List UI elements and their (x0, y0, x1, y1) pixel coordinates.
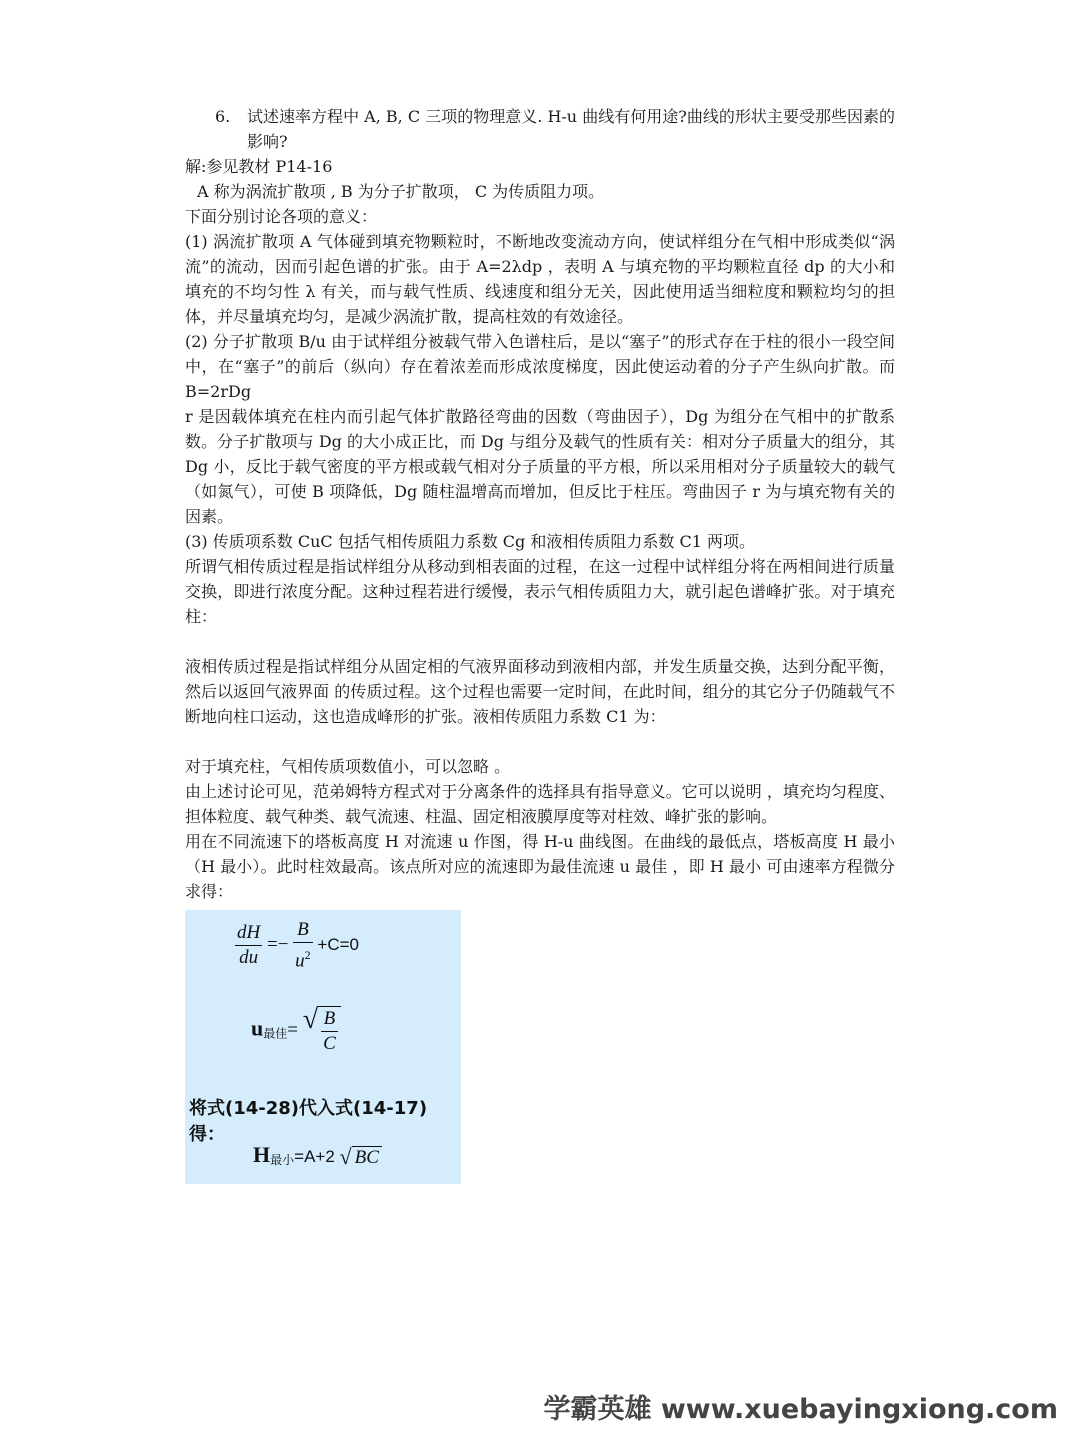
spacer (185, 729, 895, 754)
minimum-plate-height-equation: H最小=A+2 √ BC (253, 1142, 382, 1169)
van-deemter-conclusion: 由上述讨论可见，范弟姆特方程式对于分离条件的选择具有指导意义。它可以说明 ，填充均匀程度、担体粒度、载气种类、载气流速、柱温、固定相液膜厚度等对柱效、峰扩张的影响。 (185, 782, 895, 826)
mass-transfer-paragraph: (3) 传质项系数 CuC 包括气相传质阻力系数 Cg 和液相传质阻力系数 C1 两项。 (185, 532, 755, 551)
molecular-diffusion-paragraph: (2) 分子扩散项 B/u 由于试样组分被载气带入色谱柱后，是以“塞子”的形式存在于柱的很小一段空间中，在“塞子”的前后（纵向）存在着浓差而形成浓度梯度，因此使运动着的分子产生纵向扩散。而 B=2rDg (185, 332, 895, 401)
site-watermark: 学霸英雄 www.xuebayingxiong.com (543, 1394, 1058, 1425)
eddy-diffusion-paragraph: (1) 涡流扩散项 A 气体碰到填充物颗粒时，不断地改变流动方向，使试样组分在气相中形成类似“涡流”的流动，因而引起色谱的扩张。由于 A=2λdp ，表明 A 与填充物的平均颗粒直径 dp 的大小和填充的不均匀性 λ 有关，而与载气性质、线速度和组分无关，因此使用适当细粒度和颗粒均匀的担体，并尽量填充均匀，是减少涡流扩散，提高柱效的有效途径。 (185, 232, 895, 326)
optimal-velocity-equation: u最佳= √ $\frac{B}{C}$ (251, 1006, 341, 1056)
question-item (215, 104, 895, 154)
discussion-intro: 下面分别讨论各项的意义： (185, 207, 378, 226)
answer-reference: 解:参见教材 P14-16 (185, 157, 333, 176)
tortuosity-paragraph: r 是因载体填充在柱内而引起气体扩散路径弯曲的因数（弯曲因子），Dg 为组分在气相中的扩散系数。分子扩散项与 Dg 的大小成正比，而 Dg 与组分及载气的性质有关：相对分子质量大的组分，其 Dg 小，反比于载气密度的平方根或载气相对分子质量的平方根，所以采用相对分子质量较大的载气（如氮气），可使 B 项降低，Dg 随柱温增高而增加，但反比于柱压。弯曲因子 r 为与填充物有关的因素。 (185, 407, 895, 526)
question-text: 试述速率方程中 A, B, C 三项的物理意义. H-u 曲线有何用途?曲线的形状主要受那些因素的影响? (247, 107, 895, 151)
liquid-phase-transfer-paragraph: 液相传质过程是指试样组分从固定相的气液界面移动到液相内部，并发生质量交换，达到分配平衡，然后以返回气液界面 的传质过程。这个过程也需要一定时间，在此时间，组分的其它分子仍随载气不断地向柱口运动，这也造成峰形的扩张。液相传质阻力系数 C1 为： (185, 657, 895, 726)
terms-definition: A 称为涡流扩散项 , B 为分子扩散项， C 为传质阻力项。 (197, 182, 605, 201)
formula-image (185, 910, 461, 1184)
spacer (185, 629, 895, 654)
document-page (185, 104, 895, 1184)
h-u-curve-paragraph: 用在不同流速下的塔板高度 H 对流速 u 作图，得 H-u 曲线图。在曲线的最低点，塔板高度 H 最小（H 最小）。此时柱效最高。该点所对应的流速即为最佳流速 u 最佳 ，即 H 最小 可由速率方程微分求得： (185, 832, 895, 901)
packed-column-note: 对于填充柱，气相传质项数值小，可以忽略 。 (185, 757, 511, 776)
gas-phase-transfer-paragraph: 所谓气相传质过程是指试样组分从移动到相表面的过程，在这一过程中试样组分将在两相间进行质量交换，即进行浓度分配。这种过程若进行缓慢，表示气相传质阻力大，就引起色谱峰扩张。对于填充柱： (185, 557, 895, 626)
question-number: 6. (215, 107, 231, 126)
substitution-text: 将式(14-28)代入式(14-17)得： (189, 1098, 428, 1145)
derivative-equation: $\frac{dH}{du}$ =− $\frac{B}{u^2}$ +C=0 (237, 919, 360, 972)
